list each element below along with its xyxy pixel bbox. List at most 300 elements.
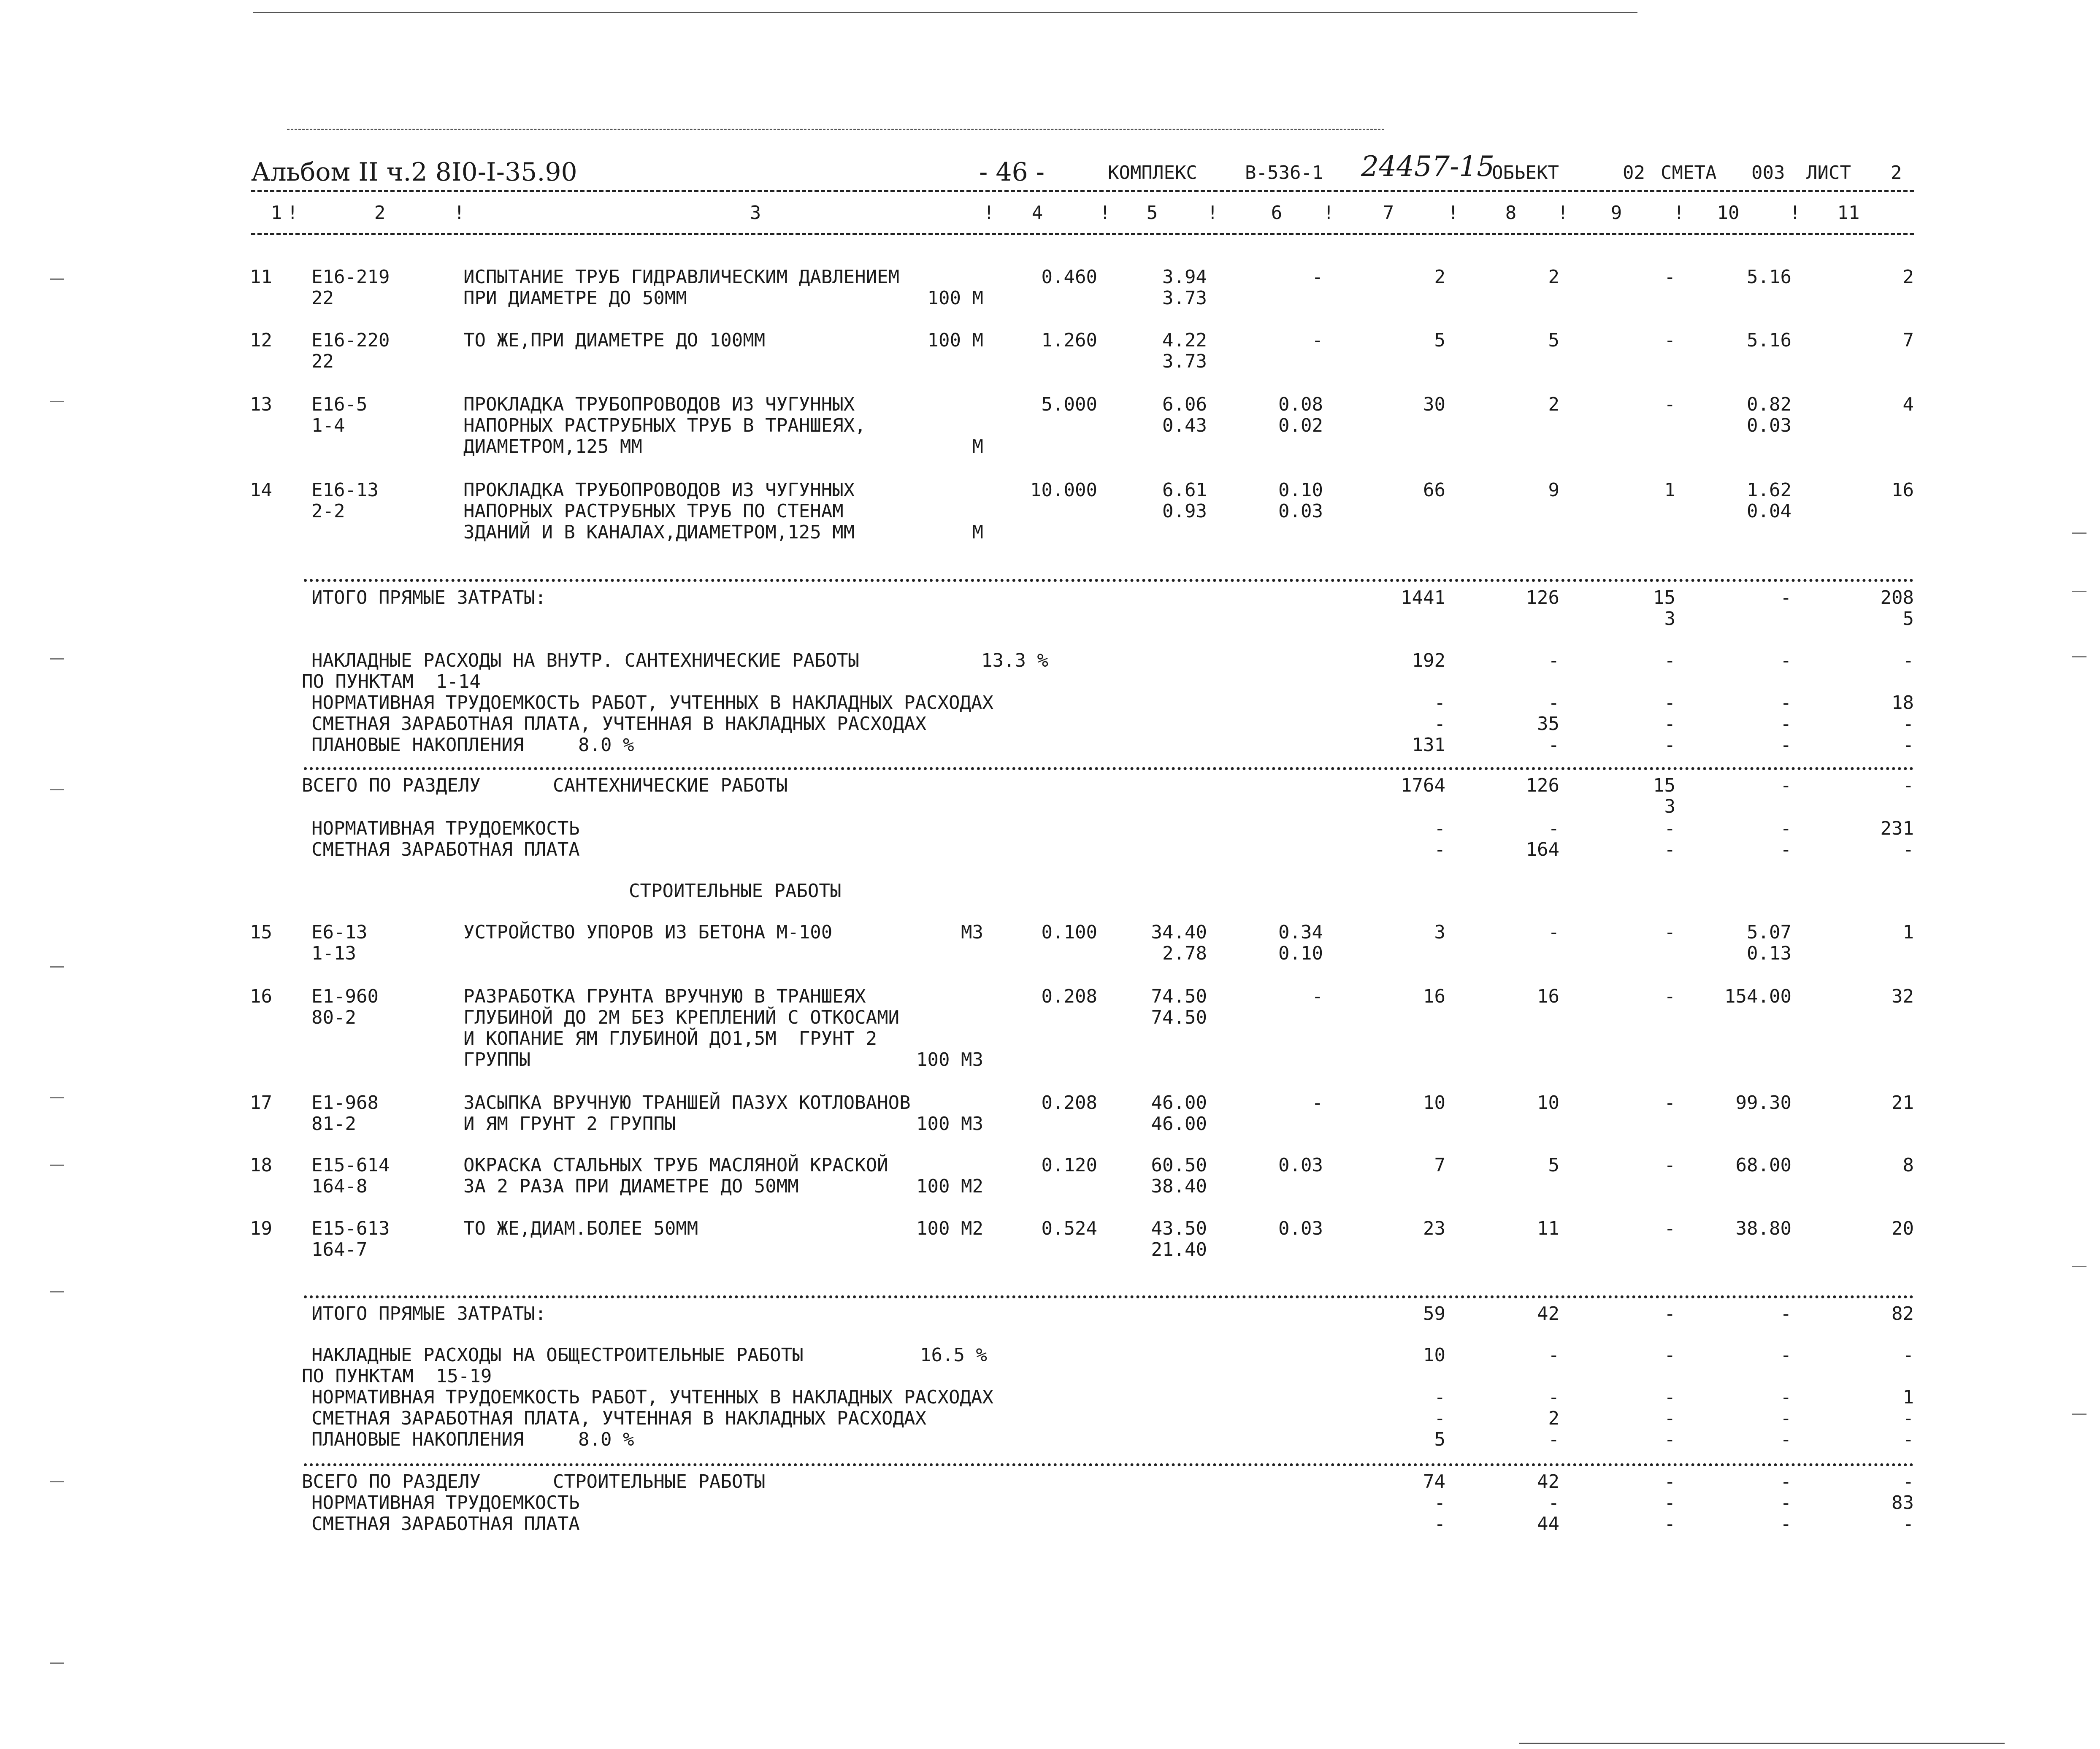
machine-cost: 0.34 bbox=[1278, 922, 1323, 943]
rate-code: 1-4 bbox=[311, 415, 345, 436]
total-cost: 66 bbox=[1423, 479, 1445, 501]
summary-value: 59 bbox=[1423, 1303, 1445, 1325]
summary-value: - bbox=[1780, 692, 1791, 714]
margin-mark bbox=[50, 1097, 64, 1098]
summary-value: 83 bbox=[1892, 1492, 1914, 1514]
header-rule-top bbox=[251, 190, 1914, 192]
column-header-number: 9 bbox=[1610, 202, 1622, 224]
column-header-number: 5 bbox=[1146, 202, 1158, 224]
labor-total: 8 bbox=[1902, 1154, 1914, 1176]
upper-scan-line bbox=[287, 129, 1384, 130]
labor-per-unit: 99.30 bbox=[1735, 1092, 1791, 1114]
summary-value: 126 bbox=[1526, 587, 1559, 608]
unit-cost: 6.61 bbox=[1162, 479, 1207, 501]
margin-mark bbox=[50, 789, 64, 790]
unit-cost: 46.00 bbox=[1151, 1113, 1207, 1135]
total-cost: 5 bbox=[1434, 330, 1445, 351]
unit-cost: 3.73 bbox=[1162, 351, 1207, 372]
summary-value: - bbox=[1664, 1344, 1675, 1366]
summary-value: 35 bbox=[1537, 713, 1559, 735]
margin-mark bbox=[50, 1165, 64, 1166]
summary-value: 164 bbox=[1526, 839, 1559, 860]
machine-wages: - bbox=[1664, 986, 1675, 1007]
summary-value: - bbox=[1902, 650, 1914, 671]
unit-cost: 6.06 bbox=[1162, 394, 1207, 415]
unit: 100 М2 bbox=[916, 1176, 983, 1197]
work-description: УСТРОЙСТВО УПОРОВ ИЗ БЕТОНА М-100 bbox=[463, 922, 833, 943]
summary-value: 74 bbox=[1423, 1471, 1445, 1492]
header-rule-bottom bbox=[251, 233, 1914, 235]
total-label: ИТОГО ПРЯМЫЕ ЗАТРАТЫ: bbox=[311, 587, 547, 608]
labor-per-unit: 1.62 bbox=[1747, 479, 1791, 501]
summary-value: 208 bbox=[1880, 587, 1914, 608]
column-separator: ! bbox=[454, 202, 465, 224]
labor-per-unit: 38.80 bbox=[1735, 1218, 1791, 1239]
column-separator: ! bbox=[287, 202, 298, 224]
summary-value: 44 bbox=[1537, 1513, 1559, 1535]
summary-value: 10 bbox=[1423, 1344, 1445, 1366]
overhead-labor-label: НОРМАТИВНАЯ ТРУДОЕМКОСТЬ РАБОТ, УЧТЕННЫХ В НАКЛАДНЫХ РАСХОДАХ bbox=[311, 692, 993, 714]
column-separator: ! bbox=[1207, 202, 1218, 224]
quantity: 0.208 bbox=[1041, 1092, 1097, 1114]
summary-value: 15 bbox=[1653, 587, 1675, 608]
unit-cost: 3.73 bbox=[1162, 287, 1207, 309]
row-number: 15 bbox=[250, 922, 272, 943]
labor-per-unit: 0.03 bbox=[1747, 415, 1791, 436]
unit-cost: 43.50 bbox=[1151, 1218, 1207, 1239]
summary-value: 42 bbox=[1537, 1471, 1559, 1492]
machine-cost: 0.10 bbox=[1278, 479, 1323, 501]
overhead-wages-label: СМЕТНАЯ ЗАРАБОТНАЯ ПЛАТА, УЧТЕННАЯ В НАКЛАДНЫХ РАСХОДАХ bbox=[311, 1408, 926, 1429]
summary-value: - bbox=[1902, 713, 1914, 735]
work-description: ПРОКЛАДКА ТРУБОПРОВОДОВ ИЗ ЧУГУННЫХ bbox=[463, 394, 855, 415]
column-header-number: 3 bbox=[750, 202, 761, 224]
column-separator: ! bbox=[983, 202, 995, 224]
summary-value: - bbox=[1664, 650, 1675, 671]
summary-value: - bbox=[1780, 1408, 1791, 1429]
page-number: - 46 - bbox=[979, 157, 1045, 187]
total-cost: 23 bbox=[1423, 1218, 1445, 1239]
column-separator: ! bbox=[1789, 202, 1801, 224]
summary-value: - bbox=[1780, 734, 1791, 756]
labor-per-unit: 0.82 bbox=[1747, 394, 1791, 415]
wages-cost: 10 bbox=[1537, 1092, 1559, 1114]
unit-cost: 3.94 bbox=[1162, 266, 1207, 288]
overhead-label: НАКЛАДНЫЕ РАСХОДЫ НА ВНУТР. САНТЕХНИЧЕСКИЕ РАБОТЫ bbox=[311, 650, 860, 671]
summary-value: - bbox=[1664, 818, 1675, 839]
labor-per-unit: 0.04 bbox=[1747, 500, 1791, 522]
summary-value: - bbox=[1434, 1387, 1445, 1408]
summary-value: - bbox=[1780, 1492, 1791, 1514]
machine-wages: - bbox=[1664, 1218, 1675, 1239]
margin-mark bbox=[50, 966, 64, 968]
summary-value: - bbox=[1664, 1471, 1675, 1492]
work-description: НАПОРНЫХ РАСТРУБНЫХ ТРУБ В ТРАНШЕЯХ, bbox=[463, 415, 866, 436]
summary-value: - bbox=[1780, 587, 1791, 608]
work-description: И ЯМ ГРУНТ 2 ГРУППЫ bbox=[463, 1113, 676, 1135]
summary-value: - bbox=[1434, 839, 1445, 860]
section-wages-label: СМЕТНАЯ ЗАРАБОТНАЯ ПЛАТА bbox=[311, 839, 580, 860]
margin-mark bbox=[50, 1662, 64, 1664]
summary-value: 2 bbox=[1548, 1408, 1559, 1429]
rate-code: Е1-960 bbox=[311, 986, 379, 1007]
row-number: 12 bbox=[250, 330, 272, 351]
rate-code: Е1-968 bbox=[311, 1092, 379, 1114]
unit-cost: 74.50 bbox=[1151, 986, 1207, 1007]
savings-percent: 8.0 % bbox=[578, 1429, 634, 1450]
work-description: РАЗРАБОТКА ГРУНТА ВРУЧНУЮ В ТРАНШЕЯХ bbox=[463, 986, 866, 1007]
row-number: 11 bbox=[250, 266, 272, 288]
bottom-scan-line bbox=[1519, 1743, 2005, 1744]
work-description: ДИАМЕТРОМ,125 ММ bbox=[463, 436, 642, 457]
savings-label: ПЛАНОВЫЕ НАКОПЛЕНИЯ bbox=[311, 734, 524, 756]
section-labor-label: НОРМАТИВНАЯ ТРУДОЕМКОСТЬ bbox=[311, 1492, 580, 1514]
rate-code: 164-8 bbox=[311, 1176, 368, 1197]
summary-value: - bbox=[1780, 1429, 1791, 1450]
summary-value: - bbox=[1902, 1513, 1914, 1535]
work-description: ПРОКЛАДКА ТРУБОПРОВОДОВ ИЗ ЧУГУННЫХ bbox=[463, 479, 855, 501]
wages-cost: 11 bbox=[1537, 1218, 1559, 1239]
total-cost: 10 bbox=[1423, 1092, 1445, 1114]
work-description: ИСПЫТАНИЕ ТРУБ ГИДРАВЛИЧЕСКИМ ДАВЛЕНИЕМ bbox=[463, 266, 900, 288]
summary-value: - bbox=[1548, 818, 1559, 839]
rate-code: 164-7 bbox=[311, 1239, 368, 1260]
unit: 100 М bbox=[927, 330, 983, 351]
unit-cost: 34.40 bbox=[1151, 922, 1207, 943]
column-header-number: 1 bbox=[271, 202, 282, 224]
section-name: СТРОИТЕЛЬНЫЕ РАБОТЫ bbox=[553, 1471, 766, 1492]
summary-value: - bbox=[1434, 1513, 1445, 1535]
summary-value: - bbox=[1780, 1303, 1791, 1325]
summary-value: - bbox=[1902, 839, 1914, 860]
summary-value: - bbox=[1780, 839, 1791, 860]
unit: М bbox=[972, 436, 983, 457]
section2-title: СТРОИТЕЛЬНЫЕ РАБОТЫ bbox=[629, 880, 842, 902]
summary-value: - bbox=[1664, 734, 1675, 756]
machine-cost: 0.03 bbox=[1278, 1154, 1323, 1176]
column-header-number: 6 bbox=[1271, 202, 1283, 224]
summary-value: 1764 bbox=[1401, 775, 1445, 796]
section-wages-label: СМЕТНАЯ ЗАРАБОТНАЯ ПЛАТА bbox=[311, 1513, 580, 1535]
wages-cost: 2 bbox=[1548, 394, 1559, 415]
wages-cost: 2 bbox=[1548, 266, 1559, 288]
dotted-separator bbox=[304, 579, 1914, 582]
machine-cost: 0.03 bbox=[1278, 1218, 1323, 1239]
labor-per-unit: 68.00 bbox=[1735, 1154, 1791, 1176]
margin-mark bbox=[2072, 656, 2086, 657]
summary-value: - bbox=[1664, 839, 1675, 860]
margin-mark bbox=[50, 401, 64, 402]
margin-mark bbox=[2072, 1414, 2086, 1415]
margin-mark bbox=[50, 1481, 64, 1482]
album-title: Альбом II ч.2 8I0-I-35.90 bbox=[251, 157, 577, 187]
estimate-label: СМЕТА bbox=[1661, 162, 1717, 184]
rate-code: 2-2 bbox=[311, 500, 345, 522]
summary-value: - bbox=[1434, 713, 1445, 735]
machine-wages: - bbox=[1664, 266, 1675, 288]
work-description: ЗАСЫПКА ВРУЧНУЮ ТРАНШЕЙ ПАЗУХ КОТЛОВАНОВ bbox=[463, 1092, 911, 1114]
column-header-number: 8 bbox=[1505, 202, 1517, 224]
overhead-items: ПО ПУНКТАМ 1-14 bbox=[302, 671, 481, 692]
column-header-number: 4 bbox=[1031, 202, 1043, 224]
column-separator: ! bbox=[1673, 202, 1685, 224]
total-cost: 7 bbox=[1434, 1154, 1445, 1176]
unit-cost: 46.00 bbox=[1151, 1092, 1207, 1114]
summary-value: - bbox=[1548, 734, 1559, 756]
work-description: ЗДАНИЙ И В КАНАЛАХ,ДИАМЕТРОМ,125 ММ bbox=[463, 522, 855, 543]
summary-value: - bbox=[1548, 1387, 1559, 1408]
section-total-label: ВСЕГО ПО РАЗДЕЛУ bbox=[302, 775, 481, 796]
top-scan-line bbox=[253, 12, 1637, 13]
summary-value: - bbox=[1434, 818, 1445, 839]
work-description: ПРИ ДИАМЕТРЕ ДО 50ММ bbox=[463, 287, 687, 309]
margin-mark bbox=[2072, 533, 2086, 534]
margin-mark bbox=[50, 278, 64, 280]
summary-value: - bbox=[1780, 650, 1791, 671]
rate-code: Е15-614 bbox=[311, 1154, 390, 1176]
unit: 100 М3 bbox=[916, 1049, 983, 1070]
labor-per-unit: 5.16 bbox=[1747, 330, 1791, 351]
rate-code: Е15-613 bbox=[311, 1218, 390, 1239]
overhead-percent: 16.5 % bbox=[920, 1344, 987, 1366]
labor-per-unit: 5.16 bbox=[1747, 266, 1791, 288]
summary-value: - bbox=[1780, 713, 1791, 735]
summary-value: - bbox=[1664, 1492, 1675, 1514]
labor-total: 4 bbox=[1902, 394, 1914, 415]
summary-value: - bbox=[1902, 775, 1914, 796]
summary-value: - bbox=[1780, 1344, 1791, 1366]
quantity: 0.100 bbox=[1041, 922, 1097, 943]
labor-total: 21 bbox=[1892, 1092, 1914, 1114]
overhead-percent: 13.3 % bbox=[981, 650, 1048, 671]
column-separator: ! bbox=[1323, 202, 1334, 224]
machine-wages: 1 bbox=[1664, 479, 1675, 501]
summary-value: - bbox=[1902, 1344, 1914, 1366]
summary-value: - bbox=[1664, 1429, 1675, 1450]
handwritten-code: 24457-15 bbox=[1361, 150, 1495, 183]
column-header-number: 10 bbox=[1717, 202, 1740, 224]
row-number: 14 bbox=[250, 479, 272, 501]
labor-total: 2 bbox=[1902, 266, 1914, 288]
unit: М bbox=[972, 522, 983, 543]
summary-value: - bbox=[1780, 775, 1791, 796]
savings-percent: 8.0 % bbox=[578, 734, 634, 756]
column-header-number: 2 bbox=[374, 202, 386, 224]
rate-code: 1-13 bbox=[311, 943, 356, 964]
summary-value: 42 bbox=[1537, 1303, 1559, 1325]
labor-total: 32 bbox=[1892, 986, 1914, 1007]
summary-value: - bbox=[1902, 734, 1914, 756]
summary-value: - bbox=[1434, 1492, 1445, 1514]
machine-wages: - bbox=[1664, 922, 1675, 943]
complex-code: В-536-1 bbox=[1245, 162, 1323, 184]
quantity: 1.260 bbox=[1041, 330, 1097, 351]
labor-per-unit: 5.07 bbox=[1747, 922, 1791, 943]
machine-cost: - bbox=[1312, 986, 1323, 1007]
summary-value: 3 bbox=[1664, 796, 1675, 817]
machine-wages: - bbox=[1664, 330, 1675, 351]
labor-total: 1 bbox=[1902, 922, 1914, 943]
total-cost: 3 bbox=[1434, 922, 1445, 943]
summary-value: 5 bbox=[1434, 1429, 1445, 1450]
column-separator: ! bbox=[1557, 202, 1569, 224]
row-number: 13 bbox=[250, 394, 272, 415]
machine-cost: 0.08 bbox=[1278, 394, 1323, 415]
machine-wages: - bbox=[1664, 1154, 1675, 1176]
summary-value: - bbox=[1902, 1408, 1914, 1429]
summary-value: 5 bbox=[1902, 608, 1914, 630]
complex-label: КОМПЛЕКС bbox=[1108, 162, 1197, 184]
row-number: 19 bbox=[250, 1218, 272, 1239]
summary-value: 1 bbox=[1902, 1387, 1914, 1408]
unit: М3 bbox=[961, 922, 983, 943]
overhead-label: НАКЛАДНЫЕ РАСХОДЫ НА ОБЩЕСТРОИТЕЛЬНЫЕ РАБОТЫ bbox=[311, 1344, 804, 1366]
unit: 100 М bbox=[927, 287, 983, 309]
machine-cost: - bbox=[1312, 330, 1323, 351]
work-description: ТО ЖЕ,ДИАМ.БОЛЕЕ 50ММ bbox=[463, 1218, 698, 1239]
machine-cost: 0.03 bbox=[1278, 500, 1323, 522]
summary-value: - bbox=[1780, 1513, 1791, 1535]
quantity: 5.000 bbox=[1041, 394, 1097, 415]
summary-value: - bbox=[1902, 1429, 1914, 1450]
row-number: 17 bbox=[250, 1092, 272, 1114]
quantity: 0.120 bbox=[1041, 1154, 1097, 1176]
column-separator: ! bbox=[1099, 202, 1111, 224]
rate-code: 81-2 bbox=[311, 1113, 356, 1135]
unit-cost: 0.43 bbox=[1162, 415, 1207, 436]
row-number: 18 bbox=[250, 1154, 272, 1176]
summary-value: - bbox=[1664, 1408, 1675, 1429]
column-header-number: 7 bbox=[1383, 202, 1394, 224]
margin-mark bbox=[50, 658, 64, 660]
summary-value: 1441 bbox=[1401, 587, 1445, 608]
work-description: ТО ЖЕ,ПРИ ДИАМЕТРЕ ДО 100ММ bbox=[463, 330, 766, 351]
summary-value: - bbox=[1548, 1344, 1559, 1366]
object-label: ОБЬЕКТ bbox=[1492, 162, 1559, 184]
total-label: ИТОГО ПРЯМЫЕ ЗАТРАТЫ: bbox=[311, 1303, 547, 1325]
section-name: САНТЕХНИЧЕСКИЕ РАБОТЫ bbox=[553, 775, 788, 796]
machine-wages: - bbox=[1664, 394, 1675, 415]
work-description: ЗА 2 РАЗА ПРИ ДИАМЕТРЕ ДО 50ММ bbox=[463, 1176, 799, 1197]
summary-value: 231 bbox=[1880, 818, 1914, 839]
total-cost: 2 bbox=[1434, 266, 1445, 288]
summary-value: 131 bbox=[1412, 734, 1445, 756]
summary-value: - bbox=[1434, 1408, 1445, 1429]
savings-label: ПЛАНОВЫЕ НАКОПЛЕНИЯ bbox=[311, 1429, 524, 1450]
wages-cost: 16 bbox=[1537, 986, 1559, 1007]
rate-code: Е16-219 bbox=[311, 266, 390, 288]
summary-value: - bbox=[1434, 692, 1445, 714]
work-description: ГРУППЫ bbox=[463, 1049, 530, 1070]
rate-code: Е16-5 bbox=[311, 394, 368, 415]
rate-code: 22 bbox=[311, 287, 334, 309]
overhead-items: ПО ПУНКТАМ 15-19 bbox=[302, 1365, 492, 1387]
rate-code: Е6-13 bbox=[311, 922, 368, 943]
overhead-labor-label: НОРМАТИВНАЯ ТРУДОЕМКОСТЬ РАБОТ, УЧТЕННЫХ В НАКЛАДНЫХ РАСХОДАХ bbox=[311, 1387, 993, 1408]
machine-cost: - bbox=[1312, 266, 1323, 288]
summary-value: - bbox=[1664, 1513, 1675, 1535]
summary-value: 18 bbox=[1892, 692, 1914, 714]
section-labor-label: НОРМАТИВНАЯ ТРУДОЕМКОСТЬ bbox=[311, 818, 580, 839]
wages-cost: 9 bbox=[1548, 479, 1559, 501]
wages-cost: 5 bbox=[1548, 330, 1559, 351]
summary-value: 82 bbox=[1892, 1303, 1914, 1325]
section-total-label: ВСЕГО ПО РАЗДЕЛУ bbox=[302, 1471, 481, 1492]
machine-cost: 0.02 bbox=[1278, 415, 1323, 436]
unit-cost: 2.78 bbox=[1162, 943, 1207, 964]
margin-mark bbox=[50, 1291, 64, 1292]
total-cost: 30 bbox=[1423, 394, 1445, 415]
machine-cost: - bbox=[1312, 1092, 1323, 1114]
sheet-label: ЛИСТ bbox=[1806, 162, 1851, 184]
summary-value: - bbox=[1780, 1471, 1791, 1492]
estimate-number: 003 bbox=[1751, 162, 1785, 184]
unit-cost: 4.22 bbox=[1162, 330, 1207, 351]
rate-code: 80-2 bbox=[311, 1007, 356, 1028]
summary-value: - bbox=[1780, 818, 1791, 839]
quantity: 10.000 bbox=[1030, 479, 1097, 501]
machine-wages: - bbox=[1664, 1092, 1675, 1114]
rate-code: Е16-220 bbox=[311, 330, 390, 351]
work-description: НАПОРНЫХ РАСТРУБНЫХ ТРУБ ПО СТЕНАМ bbox=[463, 500, 844, 522]
sheet-number: 2 bbox=[1891, 162, 1902, 184]
summary-value: 126 bbox=[1526, 775, 1559, 796]
labor-total: 20 bbox=[1892, 1218, 1914, 1239]
machine-cost: 0.10 bbox=[1278, 943, 1323, 964]
unit-cost: 74.50 bbox=[1151, 1007, 1207, 1028]
summary-value: - bbox=[1548, 1429, 1559, 1450]
summary-value: 3 bbox=[1664, 608, 1675, 630]
dotted-separator bbox=[304, 767, 1914, 770]
wages-cost: 5 bbox=[1548, 1154, 1559, 1176]
summary-value: 15 bbox=[1653, 775, 1675, 796]
column-separator: ! bbox=[1448, 202, 1459, 224]
summary-value: - bbox=[1548, 650, 1559, 671]
quantity: 0.460 bbox=[1041, 266, 1097, 288]
summary-value: - bbox=[1902, 1471, 1914, 1492]
total-cost: 16 bbox=[1423, 986, 1445, 1007]
summary-value: - bbox=[1664, 1303, 1675, 1325]
margin-mark bbox=[2072, 591, 2086, 592]
summary-value: 192 bbox=[1412, 650, 1445, 671]
labor-total: 7 bbox=[1902, 330, 1914, 351]
overhead-wages-label: СМЕТНАЯ ЗАРАБОТНАЯ ПЛАТА, УЧТЕННАЯ В НАКЛАДНЫХ РАСХОДАХ bbox=[311, 713, 926, 735]
column-header-number: 11 bbox=[1837, 202, 1860, 224]
margin-mark bbox=[2072, 1266, 2086, 1267]
labor-per-unit: 154.00 bbox=[1724, 986, 1791, 1007]
rate-code: 22 bbox=[311, 351, 334, 372]
quantity: 0.208 bbox=[1041, 986, 1097, 1007]
summary-value: - bbox=[1664, 713, 1675, 735]
row-number: 16 bbox=[250, 986, 272, 1007]
dotted-separator bbox=[304, 1463, 1914, 1466]
object-number: 02 bbox=[1623, 162, 1645, 184]
dotted-separator bbox=[304, 1295, 1914, 1298]
unit: 100 М2 bbox=[916, 1218, 983, 1239]
unit-cost: 60.50 bbox=[1151, 1154, 1207, 1176]
rate-code: Е16-13 bbox=[311, 479, 379, 501]
summary-value: - bbox=[1664, 692, 1675, 714]
work-description: ГЛУБИНОЙ ДО 2М БЕЗ КРЕПЛЕНИЙ С ОТКОСАМИ bbox=[463, 1007, 900, 1028]
wages-cost: - bbox=[1548, 922, 1559, 943]
unit-cost: 0.93 bbox=[1162, 500, 1207, 522]
summary-value: - bbox=[1780, 1387, 1791, 1408]
unit-cost: 38.40 bbox=[1151, 1176, 1207, 1197]
unit-cost: 21.40 bbox=[1151, 1239, 1207, 1260]
labor-total: 16 bbox=[1892, 479, 1914, 501]
labor-per-unit: 0.13 bbox=[1747, 943, 1791, 964]
summary-value: - bbox=[1548, 1492, 1559, 1514]
